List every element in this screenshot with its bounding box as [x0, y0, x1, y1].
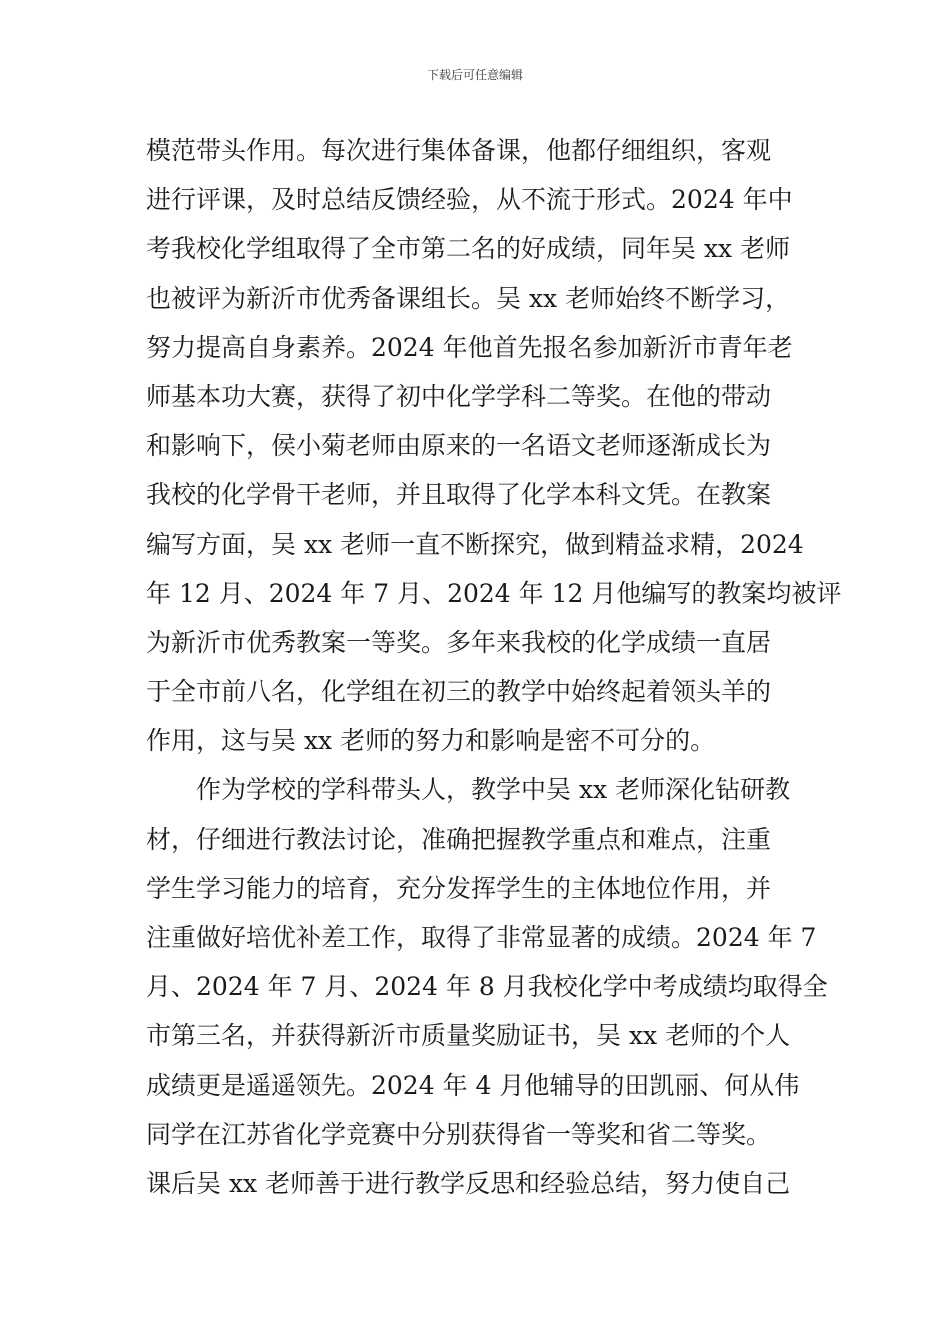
text-line: 年 12 月、2024 年 7 月、2024 年 12 月他编写的教案均被评	[146, 578, 842, 608]
text-line: 师基本功大赛，获得了初中化学学科二等奖。在他的带动	[146, 381, 772, 411]
text-line: 月、2024 年 7 月、2024 年 8 月我校化学中考成绩均取得全	[146, 972, 828, 1002]
text-line: 作用，这与吴 xx 老师的努力和影响是密不可分的。	[146, 726, 716, 756]
text-line: 努力提高自身素养。2024 年他首先报名参加新沂市青年老	[146, 332, 793, 362]
document-body	[146, 126, 842, 1208]
text-line: 编写方面，吴 xx 老师一直不断探究，做到精益求精，2024	[146, 529, 804, 559]
text-line: 进行评课，及时总结反馈经验，从不流于形式。2024 年中	[146, 185, 793, 215]
text-line: 考我校化学组取得了全市第二名的好成绩，同年吴 xx 老师	[146, 234, 791, 264]
text-line: 我校的化学骨干老师，并且取得了化学本科文凭。在教案	[146, 480, 772, 510]
text-line: 注重做好培优补差工作，取得了非常显著的成绩。2024 年 7	[146, 923, 817, 952]
text-line: 也被评为新沂市优秀备课组长。吴 xx 老师始终不断学习，	[146, 283, 791, 313]
text-line: 课后吴 xx 老师善于进行教学反思和经验总结，努力使自己	[146, 1168, 791, 1198]
text-line: 同学在江苏省化学竞赛中分别获得省一等奖和省二等奖。	[146, 1119, 772, 1149]
text-line: 材，仔细进行教法讨论，准确把握教学重点和难点，注重	[146, 824, 772, 854]
page-header: 下载后可任意编辑	[426, 68, 523, 82]
text-line: 学生学习能力的培育，充分发挥学生的主体地位作用，并	[146, 873, 772, 903]
text-line: 成绩更是遥遥领先。2024 年 4 月他辅导的田凯丽、何从伟	[146, 1070, 800, 1100]
text-line: 市第三名，并获得新沂市质量奖励证书，吴 xx 老师的个人	[146, 1021, 791, 1051]
text-line: 和影响下，侯小菊老师由原来的一名语文老师逐渐成长为	[146, 431, 772, 461]
text-line: 模范带头作用。每次进行集体备课，他都仔细组织，客观	[146, 136, 772, 165]
text-line: 于全市前八名，化学组在初三的教学中始终起着领头羊的	[146, 677, 772, 707]
paragraph-first-line: 作为学校的学科带头人，教学中吴 xx 老师深化钻研教	[196, 775, 791, 805]
text-line: 为新沂市优秀教案一等奖。多年来我校的化学成绩一直居	[146, 627, 772, 657]
